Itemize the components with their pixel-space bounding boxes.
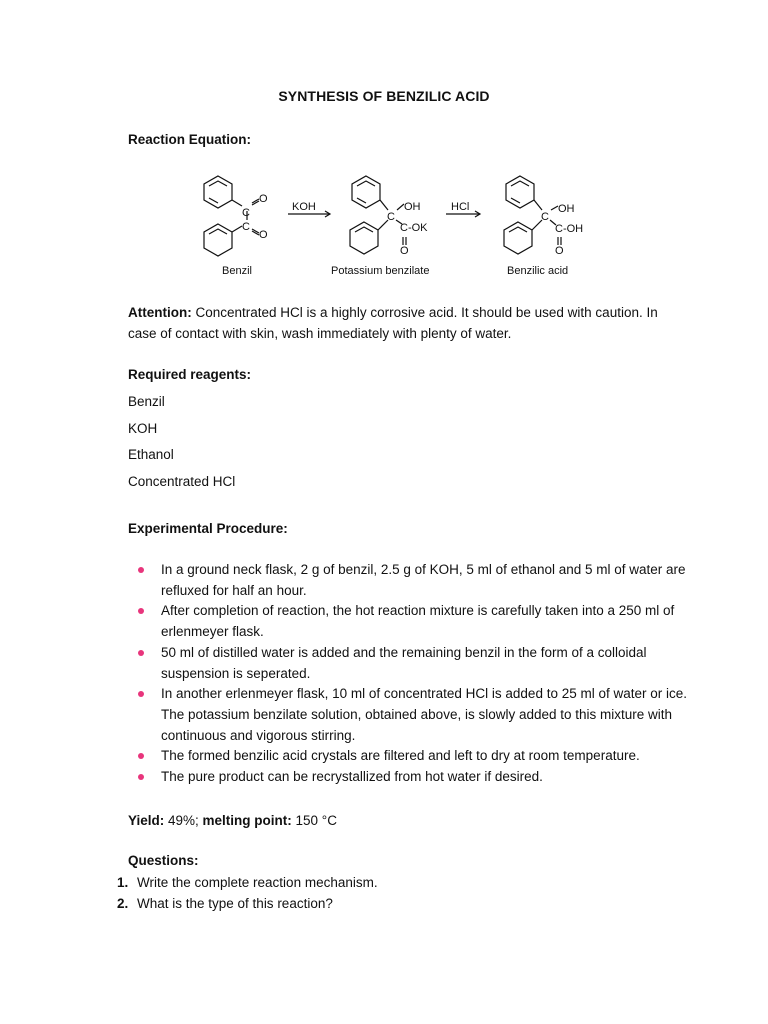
ba-atom-c: C	[541, 211, 549, 223]
ba-atom-oh: OH	[558, 203, 575, 215]
mp-label: melting point:	[202, 813, 292, 828]
page-title: SYNTHESIS OF BENZILIC ACID	[278, 88, 490, 104]
procedure-step: In a ground neck flask, 2 g of benzil, 2.5 g of KOH, 5 ml of ethanol and 5 ml of water are refluxed for half an hour.	[128, 560, 688, 601]
reagents-heading: Required reagents:	[128, 367, 252, 382]
bullet-icon	[138, 650, 144, 656]
procedure-heading: Experimental Procedure:	[128, 521, 288, 536]
yield-line	[128, 810, 688, 831]
yield-label: Yield:	[128, 813, 165, 828]
procedure-list	[128, 560, 688, 788]
reagent-koh: KOH	[292, 201, 316, 213]
reagent-item: Ethanol	[128, 447, 174, 462]
reagent-item: Benzil	[128, 394, 165, 409]
pb-atom-cok: C-OK	[400, 222, 428, 234]
attention-text: Concentrated HCl is a highly corrosive acid. It should be used with caution. In case of contact with skin, wash immediately with plenty of water.	[128, 305, 658, 341]
mp-value: 150 °C	[291, 813, 337, 828]
benzil-atom-o1: O	[259, 193, 268, 205]
bullet-icon	[138, 753, 144, 759]
procedure-step: In another erlenmeyer flask, 10 ml of concentrated HCl is added to 25 ml of water or ice. The potassium benzilate solution, obtained above, is slowly added to this mixture with continuous and vigorous stirring.	[128, 684, 688, 746]
benzil-structure	[204, 176, 259, 256]
bullet-icon	[138, 774, 144, 780]
bullet-icon	[138, 608, 144, 614]
pb-atom-c: C	[387, 211, 395, 223]
benzil-atom-c1: C	[242, 207, 250, 219]
label-potassium-benzilate: Potassium benzilate	[331, 265, 430, 277]
pb-atom-o: O	[400, 245, 409, 257]
reaction-scheme	[180, 168, 600, 288]
question-item: 1. Write the complete reaction mechanism.	[117, 875, 378, 890]
bullet-icon	[138, 567, 144, 573]
procedure-step: The pure product can be recrystallized from hot water if desired.	[128, 767, 688, 788]
bullet-icon	[138, 691, 144, 697]
procedure-step: After completion of reaction, the hot reaction mixture is carefully taken into a 250 ml of erlenmeyer flask.	[128, 601, 688, 642]
question-item: 2. What is the type of this reaction?	[117, 896, 333, 911]
yield-value: 49%;	[164, 813, 203, 828]
attention-paragraph	[128, 302, 688, 344]
ba-atom-o: O	[555, 245, 564, 257]
reaction-heading: Reaction Equation:	[128, 132, 252, 147]
reagent-item: KOH	[128, 421, 158, 436]
pb-atom-oh: OH	[404, 201, 421, 213]
benzil-atom-c2: C	[242, 221, 250, 233]
label-benzil: Benzil	[222, 265, 252, 277]
potassium-benzilate-structure	[350, 176, 406, 254]
label-benzilic-acid: Benzilic acid	[507, 265, 569, 277]
procedure-step: The formed benzilic acid crystals are filtered and left to dry at room temperature.	[128, 746, 688, 767]
reagent-hcl: HCl	[451, 201, 470, 213]
attention-label: Attention:	[128, 305, 192, 320]
benzil-atom-o2: O	[259, 229, 268, 241]
questions-list	[117, 872, 677, 914]
procedure-step: 50 ml of distilled water is added and the remaining benzil in the form of a colloidal suspension is seperated.	[128, 643, 688, 684]
benzilic-acid-structure	[504, 176, 561, 254]
reagent-item: Concentrated HCl	[128, 474, 236, 489]
ba-atom-coh: C-OH	[555, 223, 584, 235]
questions-heading: Questions:	[128, 853, 199, 868]
